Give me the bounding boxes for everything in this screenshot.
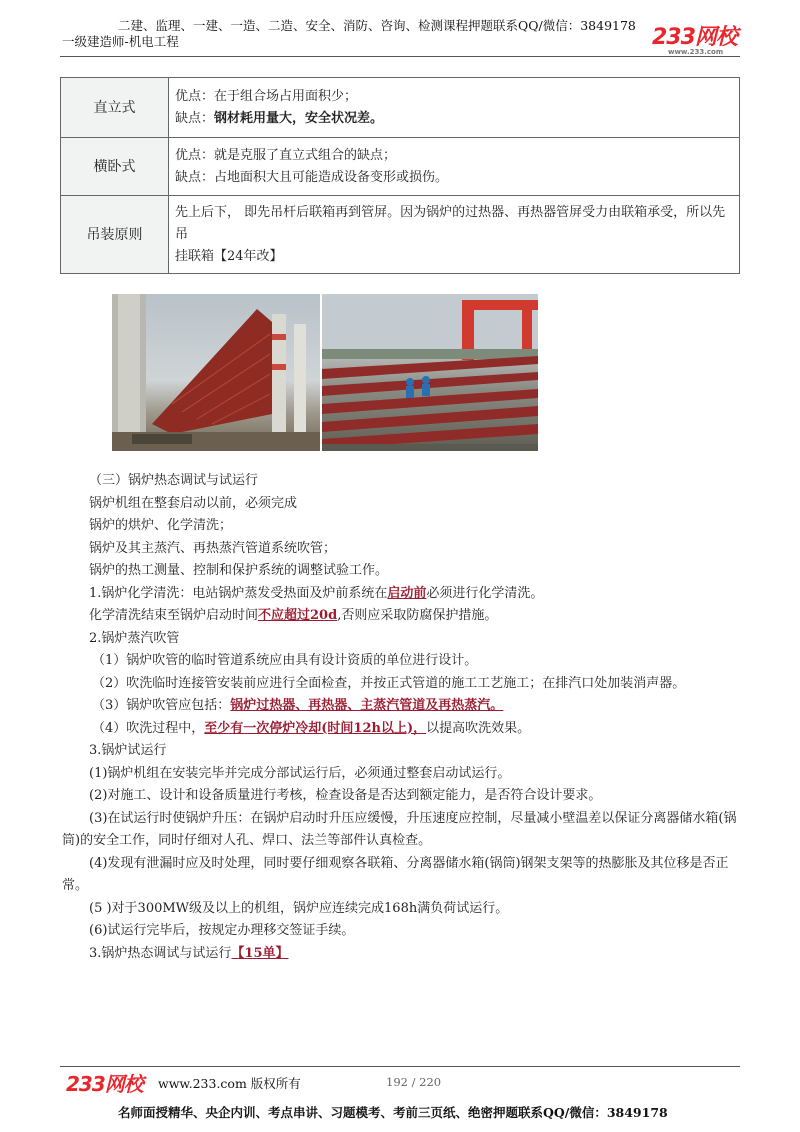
row-value: 先上后下， 即先吊杆后联箱再到管屏。因为锅炉的过热器、再热器管屏受力由联箱承受，所以先吊 挂联箱【24年改】 bbox=[169, 196, 740, 274]
header-divider bbox=[60, 56, 740, 57]
list-item: (6)试运行完毕后，按规定办理移交签证手续。 bbox=[89, 923, 355, 938]
row-value: 优点：在于组合场占用面积少； 缺点：钢材耗用量大，安全状况差。 bbox=[169, 78, 740, 138]
list-item: （2）吹洗临时连接管安装前应进行全面检查，并按正式管道的施工工艺施工；在排汽口处加装消声器。 bbox=[92, 675, 686, 691]
row-key: 横卧式 bbox=[61, 138, 169, 196]
page-number: 192 / 220 bbox=[386, 1075, 442, 1089]
subheading: 3.锅炉试运行 bbox=[89, 743, 167, 758]
header-subject: 一级建造师-机电工程 bbox=[62, 34, 179, 49]
paragraph: 1.锅炉化学清洗：电站锅炉蒸发受热面及炉前系统在启动前必须进行化学清洗。 bbox=[89, 585, 544, 601]
boiler-panel-lifting-photo bbox=[112, 294, 320, 451]
paragraph: 3.锅炉热态调试与试运行【15单】 bbox=[89, 945, 289, 961]
table-row bbox=[61, 196, 740, 274]
list-item: （3）锅炉吹管应包括：锅炉过热器、再热器、主蒸汽管道及再热蒸汽。 bbox=[92, 698, 504, 713]
footer-site[interactable]: www.233.com 版权所有 bbox=[158, 1076, 301, 1091]
footer-logo: 233网校 bbox=[66, 1072, 143, 1096]
boiler-tube-panels-on-site-photo bbox=[322, 294, 538, 451]
lifting-method-table bbox=[60, 77, 740, 274]
row-key: 吊装原则 bbox=[61, 196, 169, 274]
paragraph: 锅炉的热工测量、控制和保护系统的调整试验工作。 bbox=[89, 563, 389, 578]
list-item: (1)锅炉机组在安装完毕并完成分部试运行后，必须通过整套启动试运行。 bbox=[89, 765, 511, 781]
table-row bbox=[61, 138, 740, 196]
table-row bbox=[61, 78, 740, 138]
row-value: 优点：就是克服了直立式组合的缺点； 缺点：占地面积大且可能造成设备变形或损伤。 bbox=[169, 138, 740, 196]
header-contact-text: 二建、监理、一建、一造、二造、安全、消防、咨询、检测课程押题联系QQ/微信：3849178 bbox=[118, 18, 636, 33]
section-heading: （三）锅炉热态调试与试运行 bbox=[89, 473, 259, 488]
list-item: （4）吹洗过程中，至少有一次停炉冷却(时间12h以上)，以提高吹洗效果。 bbox=[92, 720, 531, 736]
list-item: （1）锅炉吹管的临时管道系统应由具有设计资质的单位进行设计。 bbox=[92, 653, 478, 668]
brand-logo: 233网校 www.233.com bbox=[652, 25, 737, 56]
paragraph: 锅炉机组在整套启动以前，必须完成 bbox=[89, 495, 298, 511]
paragraph: 锅炉及其主蒸汽、再热蒸汽管道系统吹管； bbox=[89, 540, 337, 556]
list-item: (3)在试运行时使锅炉升压：在锅炉启动时升压应缓慢，升压速度应控制，尽量减小壁温差以保证分离器储水箱(锅筒)的安全工作，同时仔细对人孔、焊口、法兰等部件认真检查。 bbox=[62, 810, 737, 848]
list-item: (4)发现有泄漏时应及时处理，同时要仔细观察各联箱、分离器储水箱(锅筒)钢架支架等的热膨胀及其位移是否正常。 bbox=[62, 855, 729, 893]
list-item: (5 )对于300MW级及以上的机组，锅炉应连续完成168h满负荷试运行。 bbox=[89, 900, 509, 916]
paragraph: 锅炉的烘炉、化学清洗； bbox=[89, 518, 233, 533]
footer-divider bbox=[60, 1066, 740, 1067]
subheading: 2.锅炉蒸汽吹管 bbox=[89, 630, 180, 646]
paragraph: 化学清洗结束至锅炉启动时间不应超过20d,否则应采取防腐保护措施。 bbox=[89, 608, 498, 623]
footer-contact-text: 名师面授精华、央企内训、考点串讲、习题模考、考前三页纸、绝密押题联系QQ/微信：3849178 bbox=[118, 1105, 668, 1120]
row-key: 直立式 bbox=[61, 78, 169, 138]
list-item: (2)对施工、设计和设备质量进行考核，检查设备是否达到额定能力，是否符合设计要求。 bbox=[89, 788, 602, 803]
content-body bbox=[62, 470, 742, 965]
